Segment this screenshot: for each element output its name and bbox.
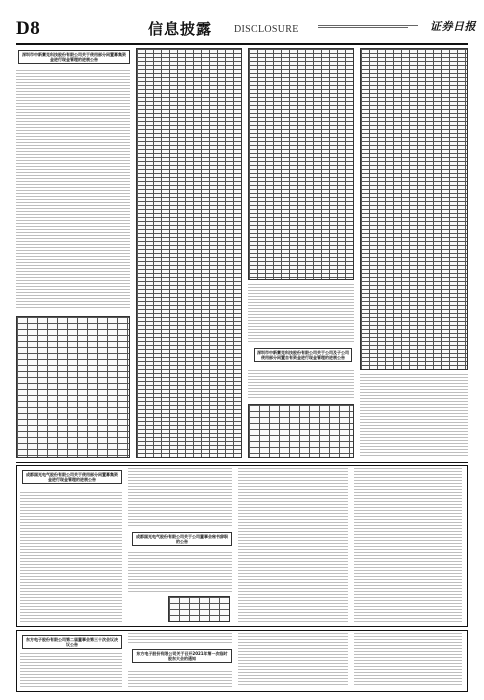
body-text	[128, 633, 232, 645]
data-table	[16, 316, 130, 458]
data-table	[136, 48, 242, 458]
body-text	[360, 374, 468, 456]
masthead-rule	[16, 43, 468, 45]
column-2	[136, 48, 242, 458]
data-table	[168, 596, 230, 622]
notice-title: 深圳市中新赛克科技股份有限公司关于使用部分闲置募集资金进行现金管理的进展公告	[18, 50, 130, 64]
column-1	[16, 48, 130, 458]
body-text	[20, 653, 122, 687]
masthead-meta	[318, 24, 428, 29]
body-text	[248, 284, 354, 344]
body-text	[128, 552, 232, 592]
body-text	[354, 468, 462, 622]
body-text	[16, 70, 130, 310]
data-table	[248, 404, 354, 458]
body-text	[238, 633, 348, 687]
data-table	[360, 48, 468, 370]
notice-title: 深圳市中新赛克科技股份有限公司关于公司及子公司使用部分闲置自有资金进行现金管理的进展公告	[254, 348, 352, 362]
masthead	[0, 0, 484, 44]
newspaper-logo: 证券日报	[430, 20, 476, 33]
bottom-col-2	[128, 633, 232, 687]
mid-col-3	[238, 468, 348, 622]
body-text	[20, 492, 122, 622]
mid-col-2	[128, 468, 232, 622]
body-text	[128, 468, 232, 528]
body-text	[238, 468, 348, 622]
notice-title: 东方电子股份有限公司关于召开2021年第一次临时股东大会的通知	[132, 649, 232, 663]
body-text	[128, 671, 232, 687]
column-4	[360, 48, 468, 458]
data-table	[248, 48, 354, 280]
mid-col-4	[354, 468, 462, 622]
bottom-col-4	[354, 633, 462, 687]
section-title-en: DISCLOSURE	[234, 24, 299, 35]
notice-title: 成都国光电气股份有限公司关于使用部分闲置募集资金进行现金管理的进展公告	[22, 470, 122, 484]
section-divider	[16, 462, 468, 463]
notice-title: 东方电子股份有限公司第二届董事会第三十次会议决议公告	[22, 635, 122, 649]
body-text	[248, 370, 354, 400]
column-3	[248, 48, 354, 458]
mid-col-1	[20, 468, 122, 622]
notice-title: 成都国光电气股份有限公司关于公司董事会秘书辞职的公告	[132, 532, 232, 546]
page-number: D8	[16, 18, 41, 39]
body-text	[354, 633, 462, 687]
bottom-col-3	[238, 633, 348, 687]
bottom-col-1	[20, 633, 122, 687]
section-title-cn: 信息披露	[148, 20, 213, 38]
